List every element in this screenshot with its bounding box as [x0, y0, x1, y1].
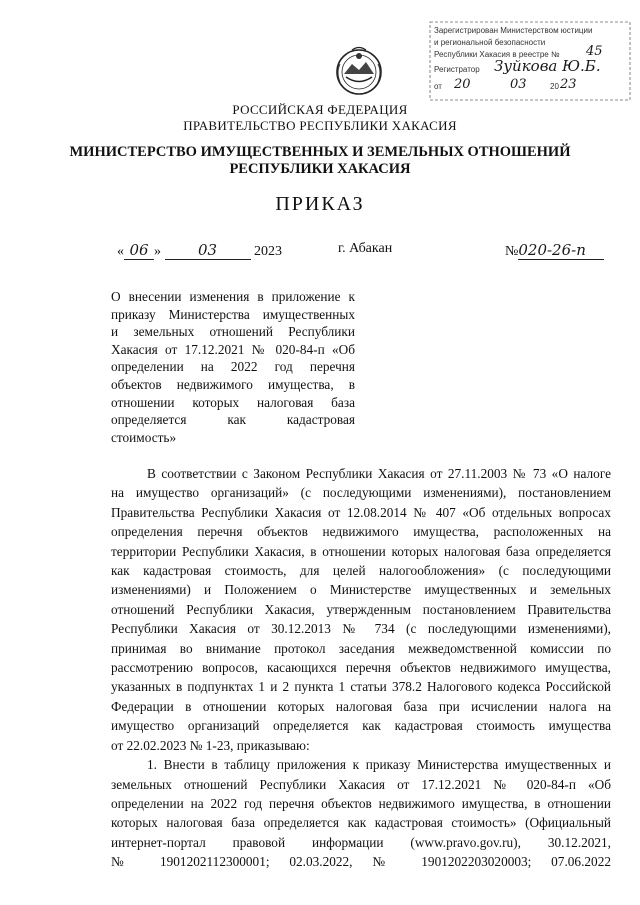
body-line: № 1901202112300001; 02.03.2022, № 1901202203020003; 07.06.2022 [111, 854, 611, 870]
body-line: от 22.02.2023 № 1-23, приказываю: [111, 737, 310, 753]
subject-line: приказу Министерства имущественных [111, 306, 355, 322]
body-line: принимая во внимание протокол заседания межведомственной комиссии по [111, 640, 611, 656]
date-close-quote: » [154, 244, 161, 259]
subject-line: отношении которых налоговая база [111, 394, 355, 410]
subject-line: О внесении изменения в приложение к [111, 289, 355, 304]
body-line: рассмотрению вопросов, касающихся перечня объектов недвижимого имущества, [111, 660, 611, 676]
subject-line: Хакасия от 17.12.2021 № 020-84-п «Об [111, 341, 355, 357]
stamp-reg-day: 20 [454, 77, 471, 92]
subject-line: стоимость» [111, 429, 177, 445]
body-line: территории Республики Хакасия, в отношении которых налоговая база определяется [111, 543, 611, 559]
body-line: Федерации в отношении которых налоговая база при исчислении налога на [111, 698, 611, 714]
stamp-reg-number: 45 [586, 44, 603, 59]
body-line: земельных отношений Республики Хакасия от 17.12.2021 № 020-84-п «Об [111, 776, 611, 792]
order-number [505, 241, 604, 260]
government-name: ПРАВИТЕЛЬСТВО РЕСПУБЛИКИ ХАКАСИЯ [183, 118, 457, 133]
body-line: определения перечня объектов недвижимого имущества, расположенных на [111, 524, 611, 540]
subject-line: определении на 2022 год перечня [111, 359, 355, 375]
body-line: интернет-портал правовой информации (www.pravo.gov.ru), 30.12.2021, [111, 834, 611, 850]
body-line: отношений Республики Хакасия, утвержденным постановлением Правительства [111, 601, 611, 617]
order-month: 03 [165, 241, 251, 260]
subject-line: и земельных отношений Республики [111, 324, 355, 340]
country-name: РОССИЙСКАЯ ФЕДЕРАЦИЯ [232, 102, 408, 117]
doc-type-title: ПРИКАЗ [275, 193, 365, 215]
order-subject [111, 288, 355, 446]
stamp-year-prefix: 20 [550, 82, 559, 91]
body-line: имущество организаций определяется как кадастровая стоимость имущества [111, 718, 611, 734]
stamp-reg-month: 03 [510, 77, 527, 92]
body-line: как кадастровая стоимость, для целей налогообложения» (с последующими [111, 563, 611, 579]
stamp-line-3: Республики Хакасия в реестре № [434, 50, 560, 59]
order-number-value: 020-26-п [518, 241, 604, 260]
registration-stamp [428, 20, 633, 102]
order-day: 06 [124, 241, 154, 260]
body-line: Правительства Республики Хакасия от 12.08.2014 № 407 «Об отдельных вопросах [111, 504, 611, 520]
ministry-name-line-2: РЕСПУБЛИКИ ХАКАСИЯ [229, 161, 411, 177]
order-date [117, 241, 282, 260]
body-line: изменениями) и Положением о Министерстве имущественных и земельных [111, 582, 611, 598]
body-line: которых налоговая база определяется как кадастровая стоимость» (Официальный [111, 815, 611, 831]
order-body [111, 464, 611, 872]
ministry-name-line-1: МИНИСТЕРСТВО ИМУЩЕСТВЕННЫХ И ЗЕМЕЛЬНЫХ ОТНОШЕНИЙ [69, 144, 571, 160]
body-line: на имущество организаций» (с последующими изменениями), постановлением [111, 485, 611, 501]
subject-line: определяется как кадастровая [111, 412, 355, 428]
stamp-line-5: от [434, 82, 442, 91]
order-city: г. Абакан [338, 241, 393, 256]
body-line: 1. Внести в таблицу приложения к приказу Министерства имущественных и [147, 757, 611, 773]
date-open-quote: « [117, 244, 124, 259]
stamp-reg-year: 23 [560, 77, 577, 92]
stamp-line-1: Зарегистрирован Министерством юстиции [434, 26, 593, 35]
stamp-line-2: и региональной безопасности [434, 38, 546, 47]
order-number-prefix: № [505, 244, 519, 259]
registrar-signature: Зуйкова Ю.Б. [494, 57, 601, 75]
order-year: 2023 [254, 244, 282, 259]
body-line: определении на 2022 год перечня объектов недвижимого имущества, в отношении [111, 795, 611, 811]
body-line: Республики Хакасия от 30.12.2013 № 734 (с последующими изменениями), [111, 621, 611, 637]
body-line: указанных в подпунктах 1 и 2 пункта 1 статьи 378.2 Налогового кодекса Российской [111, 679, 611, 695]
coat-of-arms-emblem [332, 44, 386, 98]
stamp-line-4: Регистратор [434, 65, 480, 74]
subject-line: объектов недвижимого имущества, в [111, 376, 355, 392]
body-line: В соответствии с Законом Республики Хакасия от 27.11.2003 № 73 «О налоге [147, 466, 611, 481]
